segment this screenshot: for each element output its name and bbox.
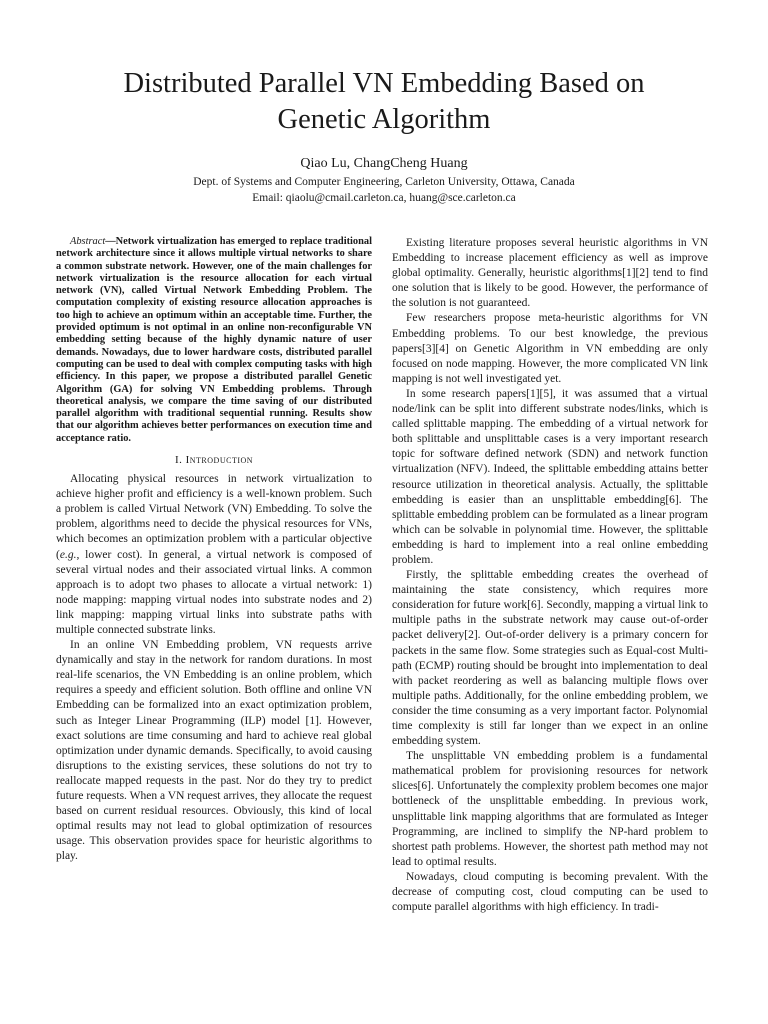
intro-paragraph-2: In an online VN Embedding problem, VN requests arrive dynamically and stay in the network for random durations. In most real-life scenarios, the VN Embedding is an online problem, which requires a speedy and efficient solution. Both offline and online VN Embedding can be formalized into an exact optimization problem, such as Integer Linear Programming (ILP) model [1]. However, exact solutions are time consuming and hard to achieve real global optimization under dynamic demands. Specifically, to avoid causing disruptions to the existing services, these solutions do not try to reallocate mapped requests in the past. Nor do they try to predict future requests. When a VN request arrives, they allocate the request based on current residual resources. Obviously, this kind of local optimal results may not lead to global optimization of resources usage. This observation provides space for heuristic algorithms to play.	[56, 639, 372, 863]
abstract	[56, 236, 372, 445]
author-names: Qiao Lu, ChangCheng Huang	[300, 156, 468, 171]
left-column	[56, 236, 372, 864]
section-heading-introduction	[56, 453, 372, 468]
intro-paragraph-7: The unsplittable VN embedding problem is a fundamental mathematical problem for provisioning resources for network slices[6]. Unfortunately the complexity problem becomes one major bottleneck of the unsplittable embedding. In previous work, unsplittable link mapping algorithms that are formulated as Integer Programming, are inclined to simplify the NP-hard problem to shortest path problems. However, the shortest path method may not lead to optimal results.	[392, 750, 708, 868]
intro-paragraph-1-part-b: lower cost). In general, a virtual network is composed of several virtual nodes and their associated virtual links. A common approach is to adopt two phases to allocate a virtual network: 1) node mapping: mapping virtual nodes into substrate nodes and 2) link mapping: mapping virtual links into substrate paths with multiple connected substrate links.	[56, 548, 372, 636]
abstract-text: Network virtualization has emerged to replace traditional network architecture since it allows multiple virtual networks to share a common substrate network. However, one of the main challenges for network virtualization is the resource allocation for each virtual network (VN), called Virtual Network Embedding Problem. The computation complexity of existing resource allocation approaches is too high to achieve an optimum within an acceptable time. Further, the provided optimum is not optimal in an online non-reconfigurable VN embedding setting because of the highly dynamic nature of user demands. Nowadays, due to lower hardware costs, distributed parallel computing can be used to deal with complex computing tasks with high efficiency. In this paper, we propose a distributed parallel Genetic Algorithm (GA) for solving VN Embedding problems. Through theoretical analysis, we compare the time saving of our distributed parallel algorithm with traditional sequential running. Results show that our algorithm achieves better performances on execution time and acceptance ratio.	[56, 236, 372, 444]
abstract-dash: —	[105, 236, 116, 247]
intro-paragraph-4: Few researchers propose meta-heuristic algorithms for VN Embedding problems. To our best knowledge, the previous papers[3][4] on Genetic Algorithm in VN embedding are only focused on node mapping. However, the more complicated VN link mapping is not well investigated yet.	[392, 312, 708, 385]
author-affiliation: Dept. of Systems and Computer Engineering, Carleton University, Ottawa, Canada	[193, 176, 575, 188]
intro-paragraph-1-part-a: Allocating physical resources in network virtualization to achieve higher profit and efficiency is a well-known problem. Such a problem is called Virtual Network (VN) Embedding. To solve the problem, algorithms need to decide the physical resources for VNs, which becomes an optimization problem with a particular objective (	[56, 473, 372, 561]
intro-paragraph-3: Existing literature proposes several heuristic algorithms in VN Embedding to increase placement efficiency as well as improve global optimality. Generally, heuristic algorithms[1][2] tend to find one solution that is likely to be good. However, the performance of the solution is not guaranteed.	[392, 237, 708, 310]
title-line-1: Distributed Parallel VN Embedding Based on	[123, 68, 645, 99]
intro-paragraph-1	[56, 472, 372, 638]
section-number: I.	[174, 454, 183, 467]
intro-paragraph-1-eg: e.g.,	[59, 548, 80, 561]
title-line-2: Genetic Algorithm	[277, 104, 491, 135]
abstract-label: Abstract	[70, 236, 106, 247]
section-title: Introduction	[185, 454, 254, 467]
paper-title	[60, 66, 708, 138]
right-column	[392, 236, 708, 915]
intro-paragraph-8: Nowadays, cloud computing is becoming prevalent. With the decrease of computing cost, cloud computing can be used to compute parallel algorithms with high efficiency. In tradi-	[392, 870, 708, 914]
author-email: Email: qiaolu@cmail.carleton.ca, huang@sce.carleton.ca	[252, 192, 516, 204]
intro-paragraph-5: In some research papers[1][5], it was assumed that a virtual node/link can be split into different substrate nodes/links, which is called splittable mapping. The embedding of a virtual network for both splittable and unsplittable cases is a very important research topic for software defined network (SDN) and network function virtualization (NFV). Indeed, the splittable embedding attains better resource utilization in theoretical analysis. Actually, the splittable embedding is easier than an unsplittable embedding[6]. The splittable embedding problem can be formulated as a linear program which can be solvable in polynomial time. However, the splittable embedding is hard to implement into a real online embedding problem.	[392, 387, 708, 566]
intro-paragraph-6: Firstly, the splittable embedding creates the overhead of maintaining the state consistency, which requires more consideration for future work[6]. Secondly, mapping a virtual link to multiple paths in the substrate network may cause out-of-order packet delivery[2]. Out-of-order delivery is a primary concern for packets in the same flow. Some strategies such as Equal-cost Multi-path (ECMP) routing should be brought into implementation to deal with packet reordering as well as balancing multiple flows over multiple paths. Additionally, for the online embedding problem, we consider the time consuming as a very important factor. Polynomial time complexity is still far longer than we expect in an online embedding system.	[392, 569, 708, 748]
